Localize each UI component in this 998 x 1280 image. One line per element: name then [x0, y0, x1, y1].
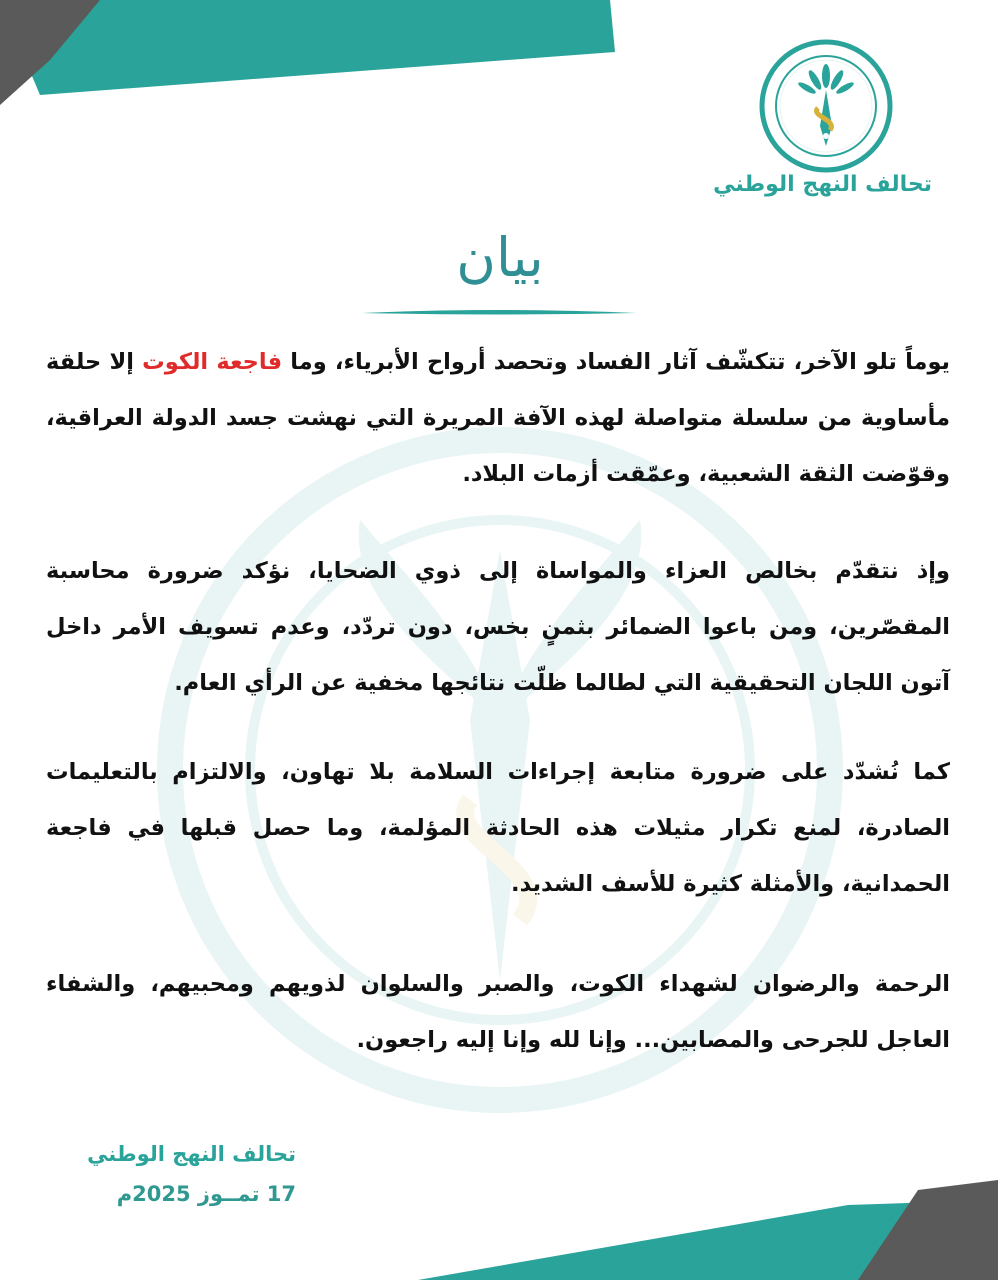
signature-date: 17 تمــوز 2025م — [116, 1182, 296, 1206]
paragraph-1-rest: إلا حلقة مأساوية من سلسلة متواصلة لهذه الآفة المريرة التي نهشت جسد الدولة العراقية، وقوّضت الثقة الشعبية، وعمّقت أزمات البلاد. — [46, 349, 950, 487]
bottom-decoration — [378, 1180, 998, 1280]
statement-paragraph-4: الرحمة والرضوان لشهداء الكوت، والصبر والسلوان لذويهم ومحبيهم، والشفاء العاجل للجرحى والمصابين... وإنا لله وإنا إليه راجعون. — [46, 971, 950, 1053]
statement-paragraph-3: كما نُشدّد على ضرورة متابعة إجراءات السلامة بلا تهاون، والالتزام بالتعليمات الصادرة، لمنع تكرار مثيلات هذه الحادثة المؤلمة، وما حصل قبلها في فاجعة الحمدانية، والأمثلة كثيرة للأسف الشديد. — [46, 759, 950, 897]
organization-name-header: تحالف النهج الوطني — [713, 172, 932, 197]
highlight-kut-tragedy: فاجعة الكوت — [142, 349, 283, 375]
title-underline — [362, 308, 637, 318]
alliance-logo-icon — [758, 38, 894, 174]
paragraph-1-intro: يوماً تلو الآخر، تتكشّف آثار الفساد وتحصد أرواح الأبرياء، وما — [282, 349, 951, 375]
statement-paragraph-1 — [46, 334, 950, 502]
statement-title: بيان — [456, 226, 544, 289]
statement-paragraph-2: وإذ نتقدّم بخالص العزاء والمواساة إلى ذوي الضحايا، نؤكد ضرورة محاسبة المقصّرين، ومن باعوا الضمائر بثمنٍ بخس، دون تردّد، وعدم تسويف الأمر داخل آتون اللجان التحقيقية التي لطالما ظلّت نتائجها مخفية عن الرأي العام. — [46, 558, 950, 696]
signature-organization: تحالف النهج الوطني — [87, 1142, 296, 1166]
top-decoration — [0, 0, 620, 110]
